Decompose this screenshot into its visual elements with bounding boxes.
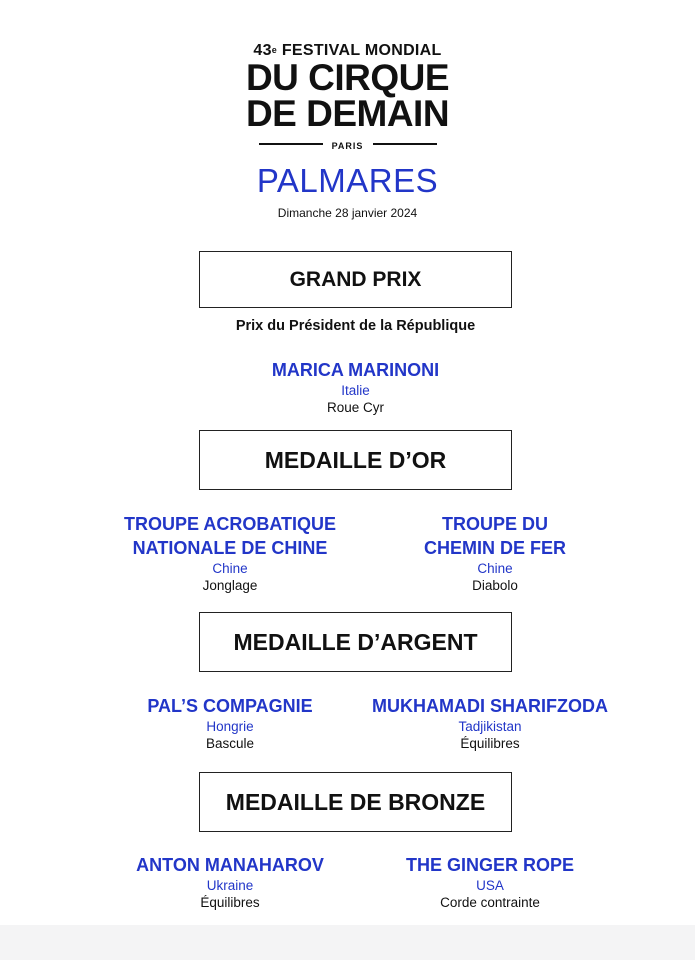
silver-medal-heading: MEDAILLE D’ARGENT [199,612,512,672]
laureate-discipline: Diabolo [472,578,518,593]
page-title: PALMARES [256,162,439,199]
laureate-country: Hongrie [206,719,254,734]
laureate-country: Italie [341,383,370,398]
laureate-discipline: Corde contrainte [440,895,540,910]
logo-city: PARIS [331,141,364,151]
laureate-name: MARICA MARINONI [271,360,440,380]
laureate-name: ANTON MANAHAROV [136,855,324,875]
bronze-laureate-2 [360,853,620,911]
silver-laureate-1 [100,694,360,752]
festival-logo [0,42,695,150]
grand-prix-subtitle: Prix du Président de la République [235,318,476,334]
logo-festival-mondial: FESTIVAL MONDIAL [277,42,442,59]
laureate-country: Chine [212,561,248,576]
laureate-name: TROUPE ACROBATIQUE NATIONALE DE CHINE [123,514,336,558]
laureate-name: MUKHAMADI SHARIFZODA [372,696,608,716]
logo-edition-number: 43 [253,42,272,59]
ceremony-date: Dimanche 28 janvier 2024 [277,206,418,220]
laureate-discipline: Jonglage [202,578,258,593]
gold-medal-heading: MEDAILLE D’OR [199,430,512,490]
bronze-medal-heading: MEDAILLE DE BRONZE [199,772,512,832]
gold-laureate-2 [360,512,630,594]
laureate-name: PAL’S COMPAGNIE [147,696,313,716]
laureate-country: Chine [477,561,513,576]
logo-rule-right [373,143,437,145]
bronze-laureate-1 [100,853,360,911]
grand-prix-heading: GRAND PRIX [199,251,512,308]
logo-city-row [259,136,437,150]
logo-du-cirque: DU CIRQUE [245,57,450,98]
laureate-country: Ukraine [206,878,254,893]
laureate-discipline: Équilibres [460,736,520,751]
laureate-discipline: Équilibres [200,895,260,910]
gold-laureate-1 [100,512,360,594]
laureate-name: TROUPE DU CHEMIN DE FER [423,514,566,558]
logo-de-demain: DE DEMAIN [245,93,450,134]
logo-rule-left [259,143,323,145]
laureate-discipline: Bascule [205,736,255,751]
logo-edition-suffix: e [271,45,278,55]
laureate-country: Tadjikistan [458,719,522,734]
laureate-discipline: Roue Cyr [326,400,385,415]
silver-laureate-2 [360,694,620,752]
laureate-name: THE GINGER ROPE [405,855,575,875]
laureate-country: USA [476,878,504,893]
page-bottom-band [0,925,695,960]
grand-prix-laureate [0,358,695,416]
